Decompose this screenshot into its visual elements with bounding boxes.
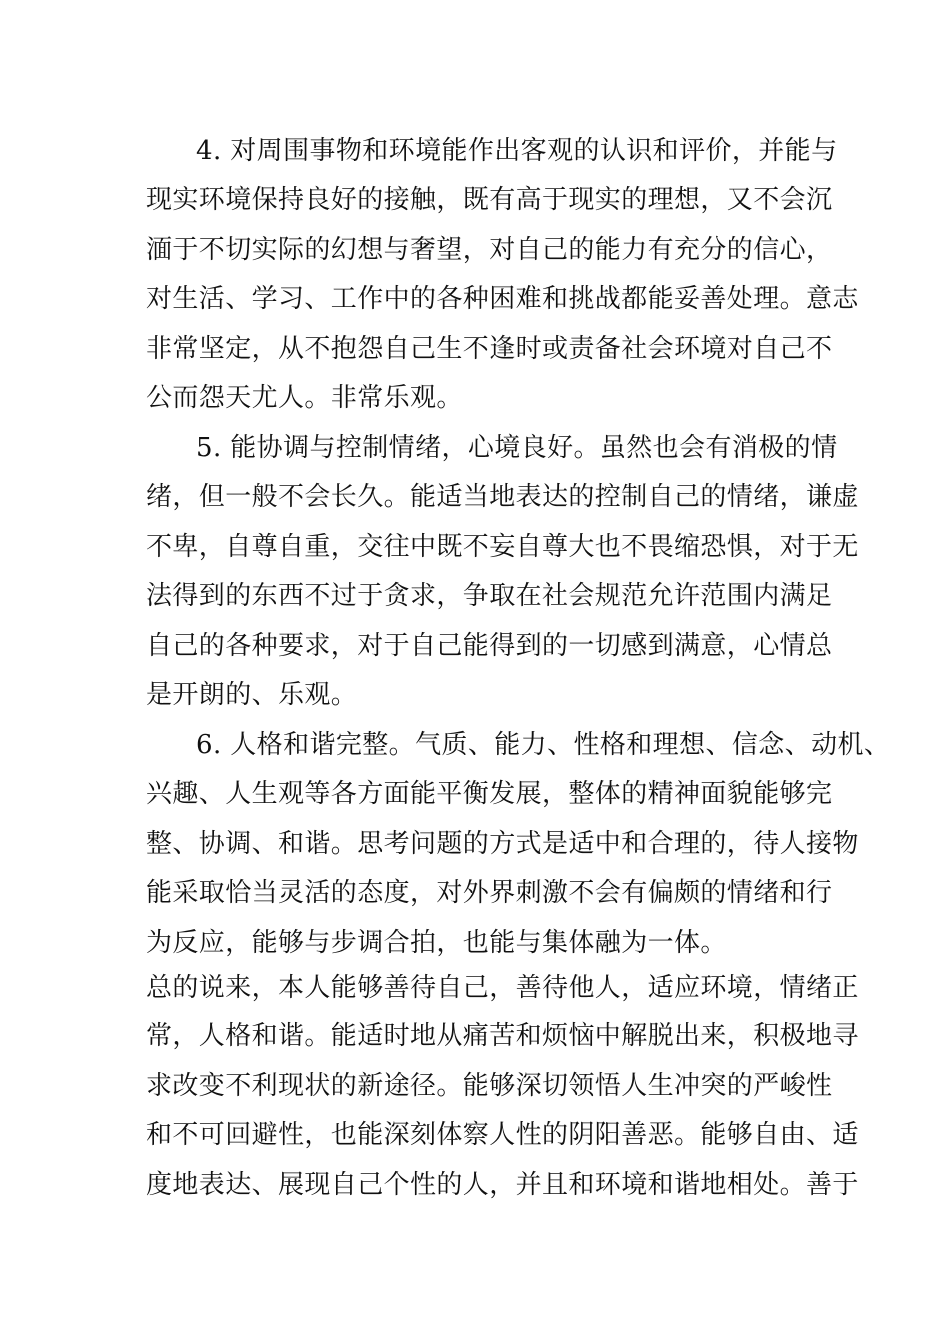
item-5-line-2: 绪，但一般不会长久。能适当地表达的控制自己的情绪，谦虚: [146, 482, 859, 512]
item-5-line-5: 自己的各种要求，对于自己能得到的一切感到满意，心情总: [146, 631, 833, 661]
item-6-line-5: 为反应，能够与步调合拍，也能与集体融为一体。: [146, 928, 727, 958]
item-5-line-4: 法得到的东西不过于贪求，争取在社会规范允许范围内满足: [146, 581, 833, 611]
summary-line-3: 求改变不利现状的新途径。能够深切领悟人生冲突的严峻性: [146, 1071, 833, 1101]
item-6-line-3: 整、协调、和谐。思考问题的方式是适中和合理的，待人接物: [146, 829, 859, 859]
item-6-line-2: 兴趣、人生观等各方面能平衡发展，整体的精神面貌能够完: [146, 779, 833, 809]
item-5-line-6: 是开朗的、乐观。: [146, 680, 358, 710]
item-4-line-5: 非常坚定，从不抱怨自己生不逢时或责备社会环境对自己不: [146, 334, 833, 364]
summary-line-2: 常，人格和谐。能适时地从痛苦和烦恼中解脱出来，积极地寻: [146, 1021, 859, 1051]
item-4-line-4: 对生活、学习、工作中的各种困难和挑战都能妥善处理。意志: [146, 284, 859, 314]
item-6-line-4: 能采取恰当灵活的态度，对外界刺激不会有偏颇的情绪和行: [146, 878, 833, 908]
summary-line-1: 总的说来，本人能够善待自己，善待他人，适应环境，情绪正: [146, 973, 859, 1003]
item-5-line-1: 5. 能协调与控制情绪，心境良好。虽然也会有消极的情: [196, 433, 838, 463]
item-6-line-1: 6. 人格和谐完整。气质、能力、性格和理想、信念、动机、: [196, 730, 891, 760]
summary-line-5: 度地表达、展现自己个性的人，并且和环境和谐地相处。善于: [146, 1170, 859, 1200]
item-4-line-1: 4. 对周围事物和环境能作出客观的认识和评价，并能与: [196, 136, 838, 166]
item-4-line-3: 湎于不切实际的幻想与奢望，对自己的能力有充分的信心，: [146, 235, 833, 265]
item-4-line-2: 现实环境保持良好的接触，既有高于现实的理想，又不会沉: [146, 185, 833, 215]
summary-line-4: 和不可回避性，也能深刻体察人性的阴阳善恶。能够自由、适: [146, 1120, 859, 1150]
item-5-line-3: 不卑，自尊自重，交往中既不妄自尊大也不畏缩恐惧，对于无: [146, 532, 859, 562]
item-4-line-6: 公而怨天尤人。非常乐观。: [146, 383, 463, 413]
